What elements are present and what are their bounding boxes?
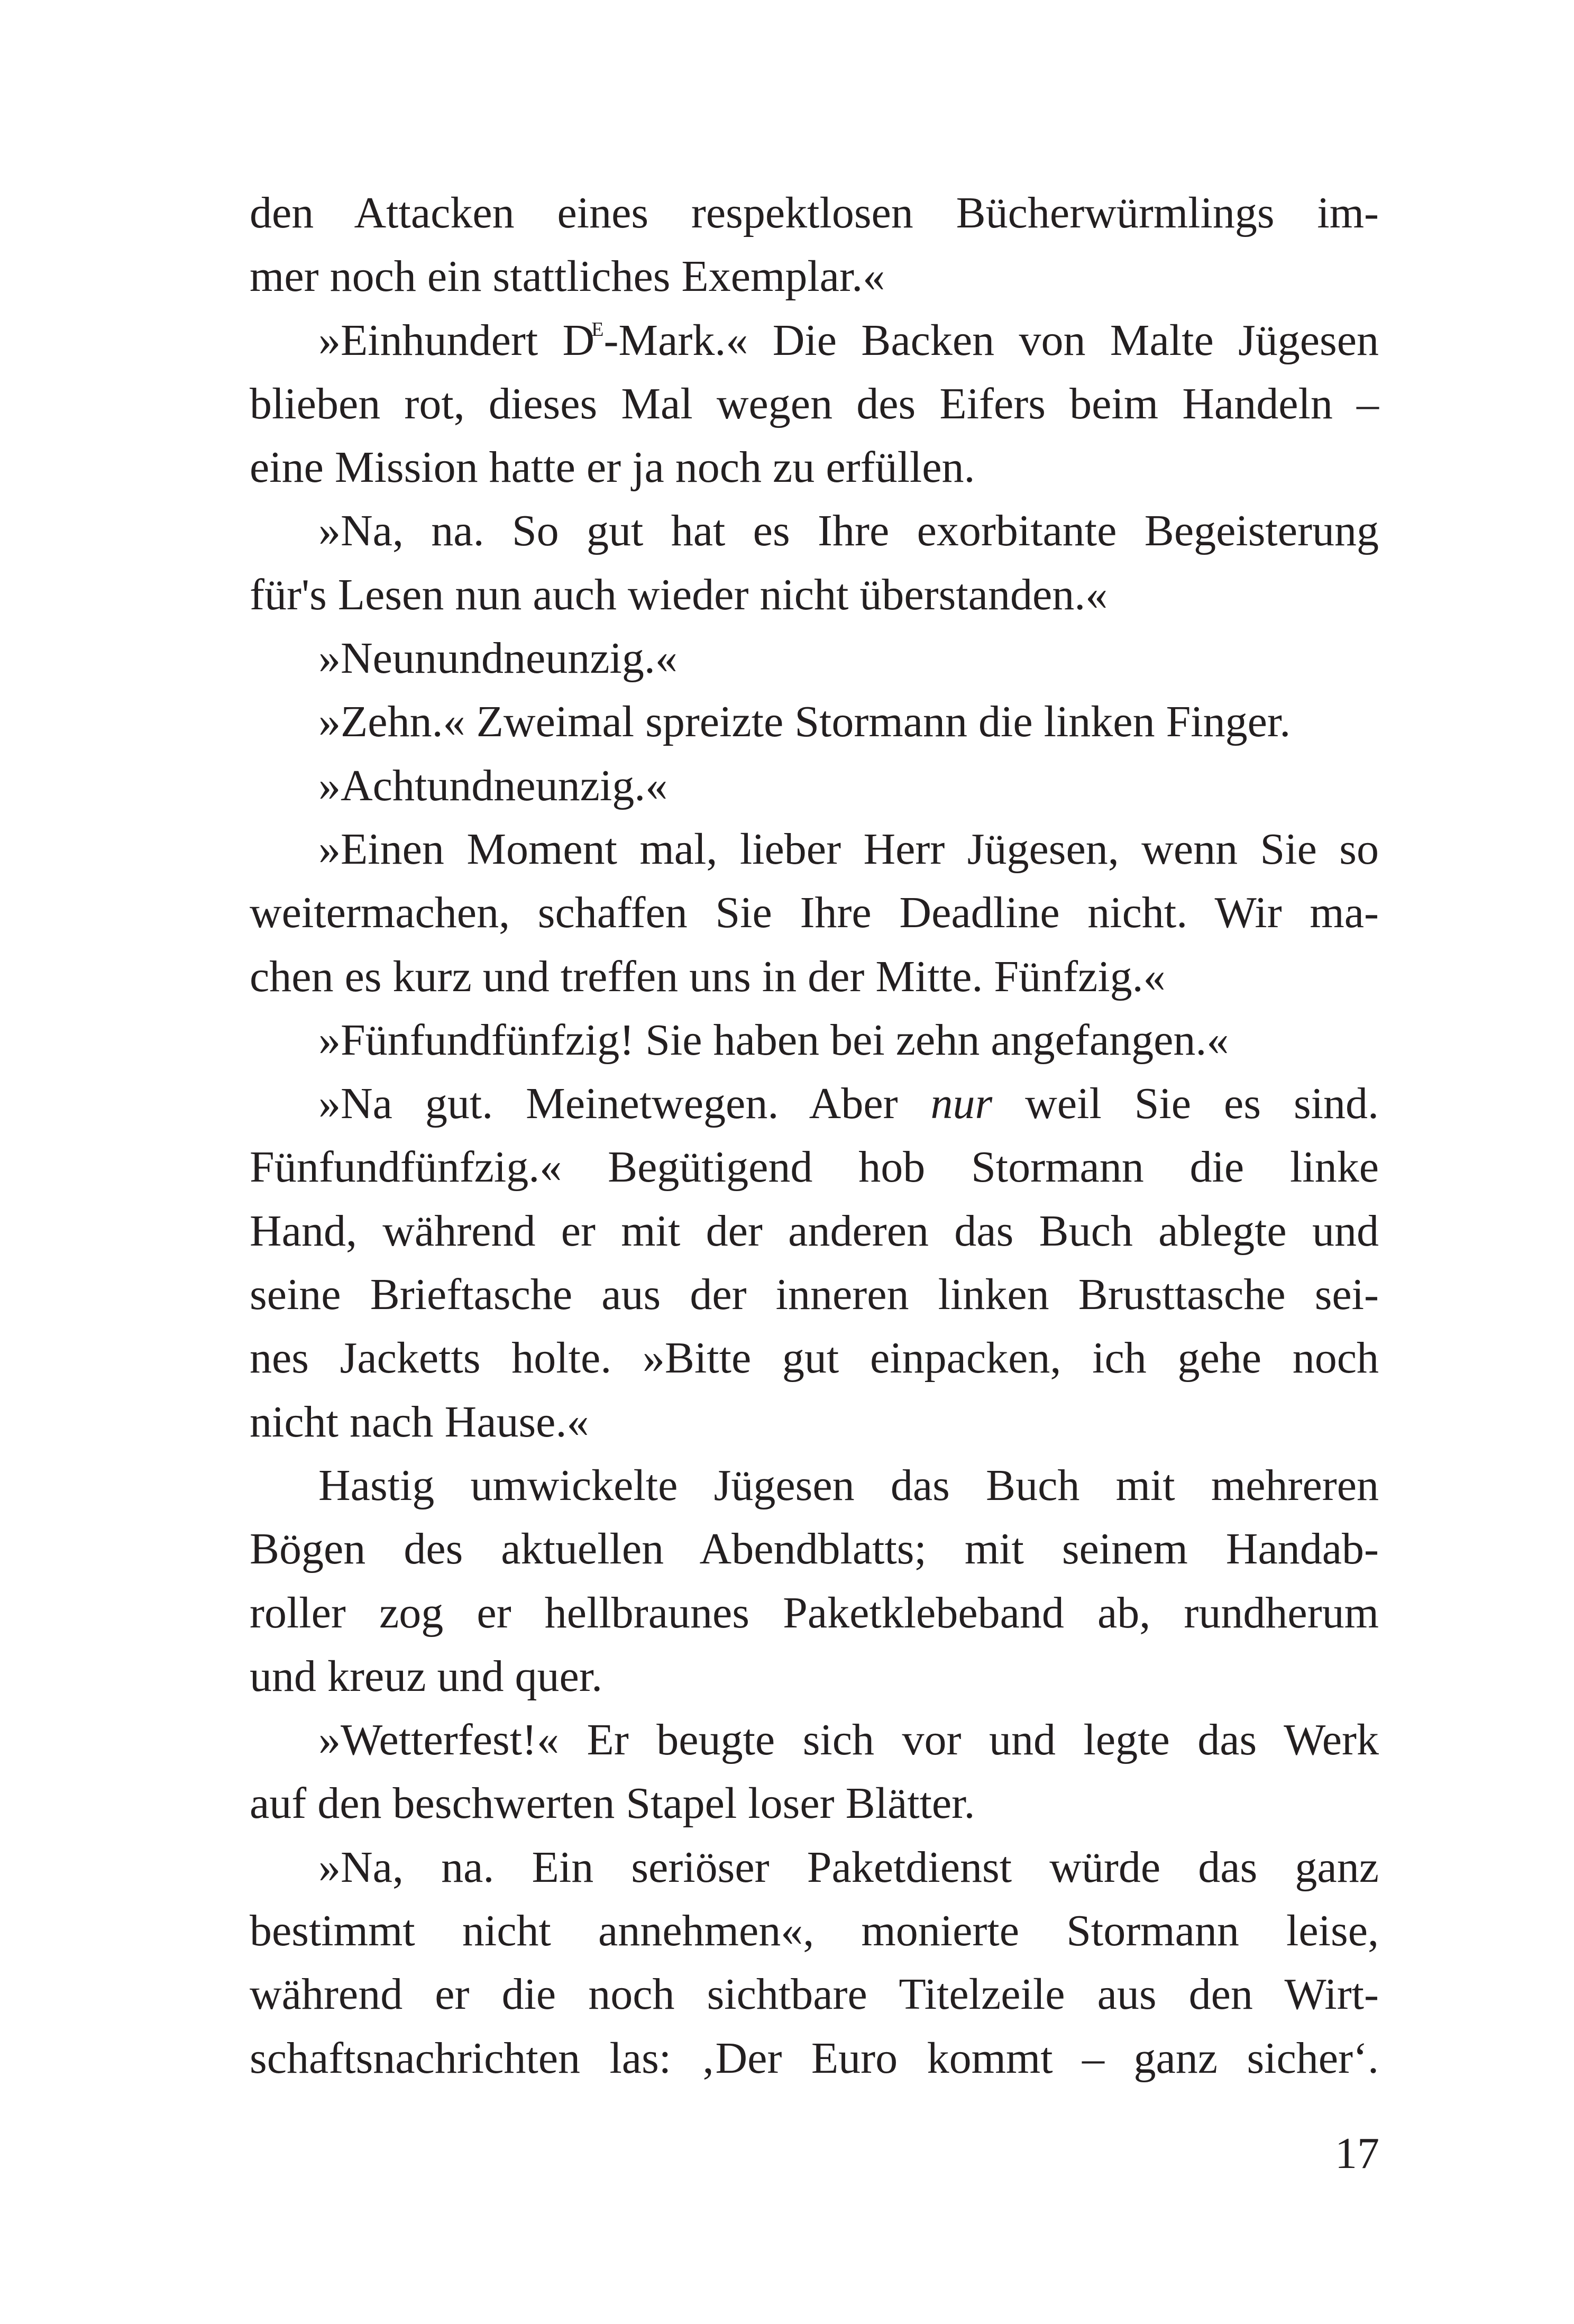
text-line	[250, 1645, 1379, 1708]
text-line	[250, 1581, 1379, 1645]
text-line	[250, 181, 1379, 245]
text-line	[250, 436, 1379, 499]
text-line	[250, 1390, 1379, 1454]
text-segment: seine Brieftasche aus der inneren linken Brusttasche sei-	[250, 1270, 1379, 1320]
text-line	[250, 1708, 1379, 1772]
text-line	[250, 1072, 1379, 1136]
text-segment: blieben rot, dieses Mal wegen des Eifers beim Handeln –	[250, 379, 1379, 428]
text-line	[250, 1836, 1379, 1899]
text-segment: Hastig umwickelte Jügesen das Buch mit mehreren	[318, 1460, 1379, 1510]
text-segment: »Na, na. Ein seriöser Paketdienst würde das ganz	[318, 1842, 1379, 1892]
text-line	[250, 1009, 1379, 1072]
text-segment: »Neunundneunzig.«	[318, 634, 678, 683]
text-segment: »Einhundert D	[318, 315, 595, 365]
text-segment: mer noch ein stattliches Exemplar.«	[250, 252, 885, 301]
text-line	[250, 754, 1379, 818]
text-line	[250, 1136, 1379, 1199]
text-line	[250, 1326, 1379, 1390]
text-line	[250, 1200, 1379, 1263]
text-segment: den Attacken eines respektlosen Bücherwürmlings im-	[250, 188, 1379, 237]
text-segment: bestimmt nicht annehmen«, monierte Stormann leise,	[250, 1906, 1379, 1956]
page-number: 17	[1335, 2129, 1379, 2178]
text-segment: eine Mission hatte er ja noch zu erfüllen.	[250, 443, 975, 492]
text-line	[250, 1963, 1379, 2026]
text-segment: -Mark.« Die Backen von Malte Jügesen	[603, 315, 1379, 365]
text-line	[250, 1772, 1379, 1835]
text-line	[250, 2027, 1379, 2090]
text-line	[250, 881, 1379, 945]
text-line	[250, 563, 1379, 627]
text-line	[250, 945, 1379, 1009]
text-segment: nes Jacketts holte. »Bitte gut einpacken, ich gehe noch	[250, 1333, 1379, 1383]
text-line	[250, 499, 1379, 563]
text-segment: Fünfundfünfzig.« Begütigend hob Stormann die linke	[250, 1142, 1379, 1192]
text-segment: nicht nach Hause.«	[250, 1397, 589, 1447]
text-line	[250, 627, 1379, 690]
text-segment: roller zog er hellbraunes Paketklebeband ab, rundherum	[250, 1588, 1379, 1637]
text-segment: »Na gut. Meinetwegen. Aber	[318, 1079, 931, 1129]
text-line	[250, 245, 1379, 308]
text-segment: chen es kurz und treffen uns in der Mitte. Fünfzig.«	[250, 951, 1166, 1001]
text-line	[250, 309, 1379, 372]
text-segment: »Wetterfest!« Er beugte sich vor und legte das Werk	[318, 1715, 1379, 1765]
text-segment: Bögen des aktuellen Abendblatts; mit seinem Handab-	[250, 1524, 1379, 1574]
text-segment: »Achtundneunzig.«	[318, 761, 668, 810]
text-segment: weitermachen, schaffen Sie Ihre Deadline nicht. Wir ma-	[250, 888, 1379, 938]
text-segment: »Fünfundfünfzig! Sie haben bei zehn angefangen.«	[318, 1015, 1229, 1065]
body-text	[250, 181, 1379, 2090]
text-segment: »Zehn.« Zweimal spreizte Stormann die linken Finger.	[318, 697, 1291, 747]
text-line	[250, 1899, 1379, 1963]
text-line	[250, 372, 1379, 436]
superscript-text: E	[591, 318, 604, 341]
text-segment: und kreuz und quer.	[250, 1651, 603, 1701]
text-segment: weil Sie es sind.	[992, 1079, 1379, 1129]
text-line	[250, 690, 1379, 754]
text-segment: »Na, na. So gut hat es Ihre exorbitante Begeisterung	[318, 506, 1379, 556]
text-segment: »Einen Moment mal, lieber Herr Jügesen, wenn Sie so	[318, 824, 1379, 874]
text-segment: Hand, während er mit der anderen das Buch ablegte und	[250, 1206, 1379, 1256]
text-segment: schaftsnachrichten las: ‚Der Euro kommt – ganz sicher‘.	[250, 2033, 1379, 2083]
text-line	[250, 818, 1379, 881]
text-segment: für's Lesen nun auch wieder nicht überstanden.«	[250, 570, 1108, 619]
text-segment: während er die noch sichtbare Titelzeile aus den Wirt-	[250, 1970, 1379, 2019]
text-segment: auf den beschwerten Stapel loser Blätter.	[250, 1779, 975, 1828]
emphasis-text: nur	[930, 1079, 993, 1129]
text-line	[250, 1263, 1379, 1326]
text-line	[250, 1517, 1379, 1581]
text-line	[250, 1454, 1379, 1517]
